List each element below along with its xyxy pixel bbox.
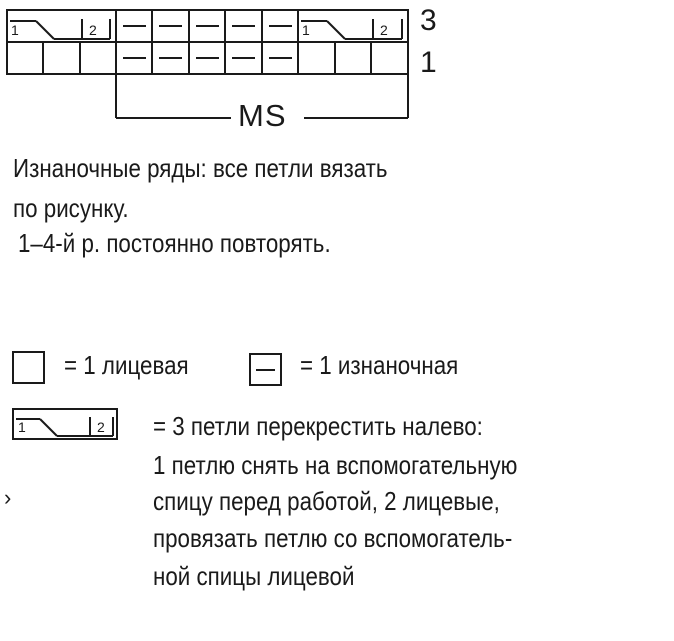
cross-mark-1-right: 1 xyxy=(302,22,310,38)
cross-mark-2-right: 2 xyxy=(380,22,388,38)
knit-legend-text: = 1 лицевая xyxy=(64,350,189,380)
knit-symbol-box xyxy=(12,351,45,384)
legend-cross-mark-1: 1 xyxy=(18,419,26,435)
row-number-1: 1 xyxy=(420,46,437,79)
cross-desc-line-3: спицу перед работой, 2 лицевые, xyxy=(153,486,500,516)
stray-mark: › xyxy=(4,485,12,510)
cross-desc-line-2: 1 петлю снять на вспомогательную xyxy=(153,450,518,480)
purl-symbol-box xyxy=(249,353,282,386)
instruction-line-2: по рисунку. xyxy=(13,193,129,223)
instruction-line-1: Изнаночные ряды: все петли вязать xyxy=(13,153,388,183)
cross-desc-line-4: провязать петлю со вспомогатель- xyxy=(153,523,513,553)
instruction-line-3: 1–4-й р. постоянно повторять. xyxy=(18,228,331,258)
cross-desc-line-5: ной спицы лицевой xyxy=(153,561,355,591)
legend-cross-mark-2: 2 xyxy=(97,419,105,435)
cross-mark-2-left: 2 xyxy=(89,22,97,38)
purl-legend-text: = 1 изнаночная xyxy=(300,350,459,380)
cross-desc-line-1: = 3 петли перекрестить налево: xyxy=(153,411,483,441)
cross-symbol-legend xyxy=(12,408,122,442)
knitting-chart xyxy=(6,9,426,133)
row-number-3: 3 xyxy=(420,4,437,37)
cross-mark-1-left: 1 xyxy=(11,22,19,38)
repeat-label: MS xyxy=(238,98,287,133)
